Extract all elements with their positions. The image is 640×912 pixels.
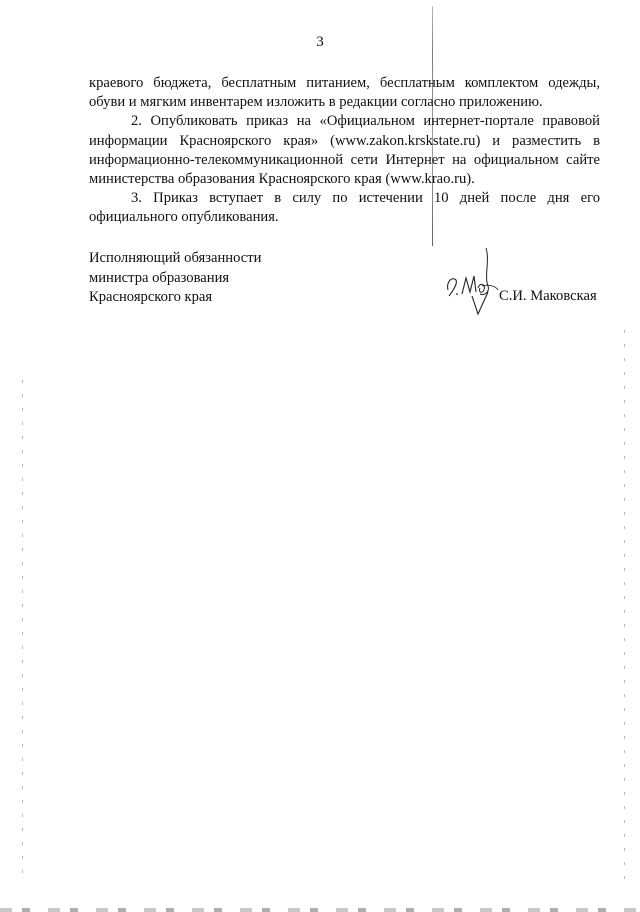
signer-name: С.И. Маковская xyxy=(499,288,597,304)
body-text xyxy=(89,74,600,228)
scan-edge-artifact xyxy=(22,380,23,880)
scan-edge-artifact xyxy=(624,330,625,890)
paragraph-item-2: 2. Опубликовать приказ на «Официальном интернет-портале правовой информации Красноярского края» (www.zakon.krskstate.ru) и разместить в информационно-телекоммуникационной сети Интернет на официальном сайте министерства образования Красноярского края (www.krao.ru). xyxy=(89,113,600,188)
signer-position-line: министра образования xyxy=(89,269,230,286)
scan-bottom-artifact xyxy=(0,908,640,912)
paragraph-item-3: 3. Приказ вступает в силу по истечении 10 дней после дня его официального опубликования. xyxy=(89,190,600,226)
signer-position-line: Исполняющий обязанности xyxy=(89,250,262,266)
page-number: 3 xyxy=(316,34,324,50)
handwritten-signature-icon xyxy=(444,246,500,318)
paragraph-continuation: краевого бюджета, бесплатным питанием, бесплатным комплектом одежды, обуви и мягким инвентарем изложить в редакции согласно приложению. xyxy=(89,75,600,111)
signer-position-line: Красноярского края xyxy=(89,289,213,306)
signer-position xyxy=(89,249,261,308)
